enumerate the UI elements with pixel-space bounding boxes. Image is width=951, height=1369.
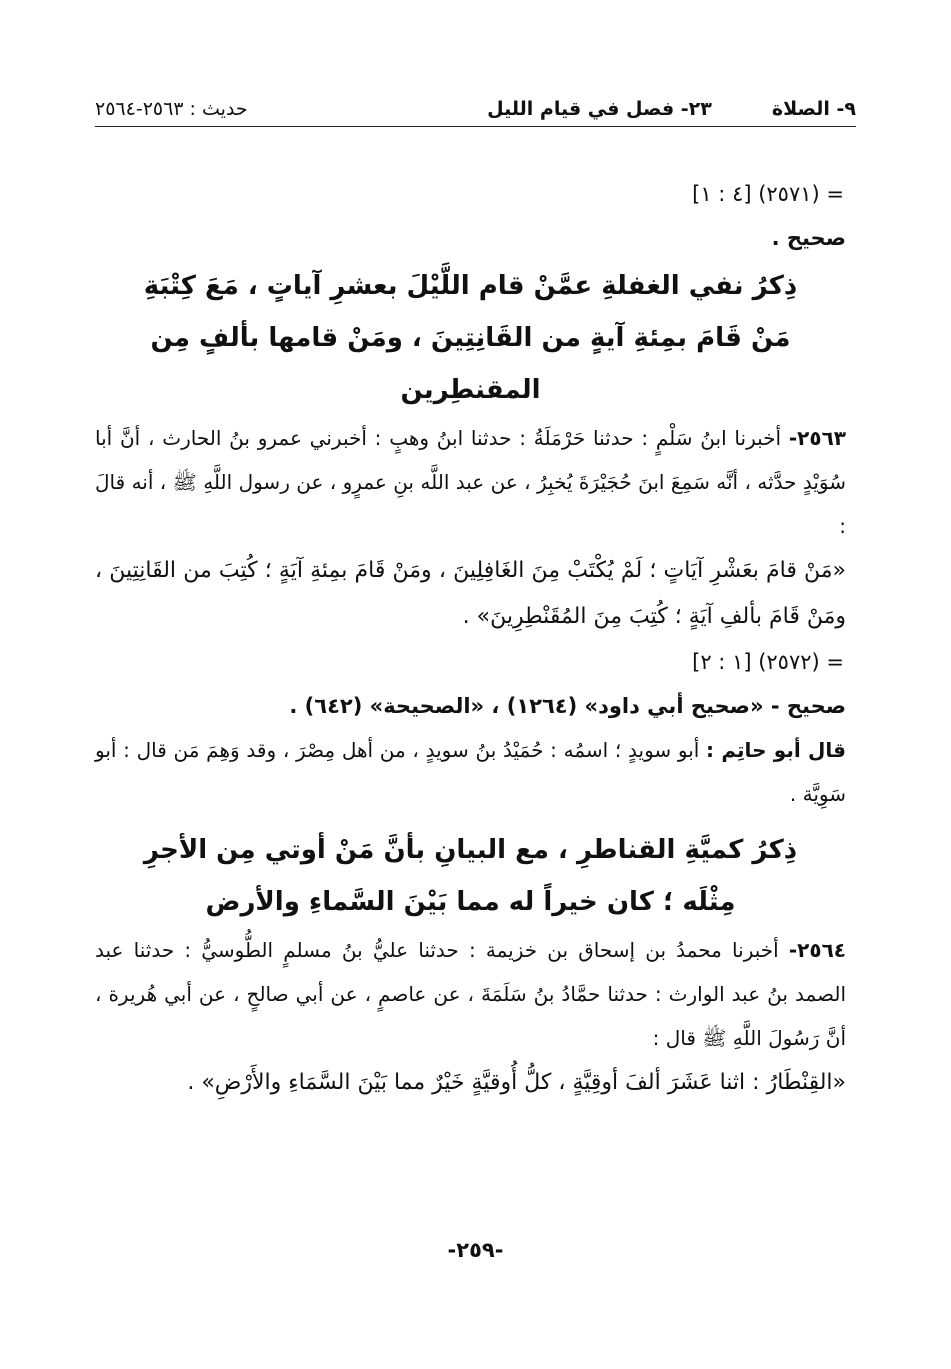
hadith-2564-matn: «القِنْطَارُ : اثنا عَشَرَ ألفَ أوقِيَّةٍ ، كلُّ أُوقيَّةٍ خَيْرٌ مما بَيْنَ السَّمَاءِ والأَرْضِ» . <box>187 1070 846 1095</box>
chapter-heading-1: ذِكرُ نفي الغفلةِ عمَّنْ قام اللَّيْلَ بعشرِ آياتٍ ، مَعَ كِتْبَةِ مَنْ قَامَ بمِئةِ آيةٍ من القَانِتِينَ ، ومَنْ قامها بألفٍ مِن المقنطِرين <box>143 271 798 405</box>
page-number: -٢٥٩- <box>447 1238 504 1262</box>
hadith-2563-text: أخبرنا ابنُ سَلْمٍ : حدثنا حَرْمَلَةُ : حدثنا ابنُ وهبٍ : أخبرني عمرو بنُ الحارث ، أنَّ أبا سُوَيْدٍ حدَّثه ، أنَّه سَمِعَ ابنَ حُجَيْرَةَ يُخبِرُ ، عن عبد اللَّه بنِ عمرٍو ، عن رسول اللَّهِ ﷺ ، أنه قالَ : <box>95 426 846 538</box>
hadith-number-2564: ٢٥٦٤- <box>788 938 846 962</box>
hadith-2563-matn: «مَنْ قامَ بعَشْرِ آيَاتٍ ؛ لَمْ يُكْتَبْ مِنَ الغَافِلِينَ ، ومَنْ قَامَ بمِئةِ آيَةٍ ؛ كُتِبَ من القَانِتِينَ ، ومَنْ قَامَ بألفِ آيَةٍ ؛ كُتِبَ مِنَ المُقَنْطِرِينَ» . <box>95 558 846 629</box>
hadith-number-2563: ٢٥٦٣- <box>788 426 846 450</box>
cross-reference-1: = (٢٥٧١) [٤ : ١] <box>692 182 844 206</box>
author-note-label: قال أبو حاتِم : <box>706 738 846 762</box>
author-note <box>95 728 846 816</box>
hadith-2564-isnad <box>95 928 846 1060</box>
page-body <box>95 172 846 1106</box>
header-right <box>487 98 856 120</box>
hadith-2563-isnad <box>95 416 846 548</box>
page-header <box>95 88 856 120</box>
grading-2: صحيح - «صحيح أبي داود» (١٢٦٤) ، «الصحيحة» (٦٤٢) . <box>289 694 846 718</box>
cross-reference-2: = (٢٥٧٢) [١ : ٢] <box>692 650 844 674</box>
spacer <box>95 816 846 824</box>
chapter-heading-2: ذِكرُ كميَّةِ القناطرِ ، مع البيانِ بأنَّ مَنْ أوتي مِن الأجرِ مِثْلَه ؛ كان خيراً له مما بَيْنَ السَّماءِ والأرض <box>143 835 798 917</box>
hadith-2564-text: أخبرنا محمدُ بن إسحاق بن خزيمة : حدثنا عليُّ بنُ مسلمٍ الطُّوسيُّ : حدثنا عبد الصمد بنُ عبد الوارث : حدثنا حمَّادُ بنُ سَلَمَةَ ، عن عاصمٍ ، عن أبي صالحٍ ، عن أبي هُريرة ، أنَّ رَسُولَ اللَّهِ ﷺ قال : <box>95 938 846 1050</box>
hadith-range-label: حديث : ٢٥٦٣-٢٥٦٤ <box>95 98 248 120</box>
book-section-label: ٩- الصلاة <box>771 98 856 120</box>
chapter-label: ٢٣- فصل في قيام الليل <box>487 98 712 120</box>
header-divider <box>95 126 856 127</box>
author-note-text: أبو سويدٍ ؛ اسمُه : حُمَيْدُ بنُ سويدٍ ، من أهل مِصْرَ ، وقد وَهِمَ مَن قال : أبو سَوِيَّة . <box>95 738 846 806</box>
grading-1: صحيح . <box>771 226 846 250</box>
